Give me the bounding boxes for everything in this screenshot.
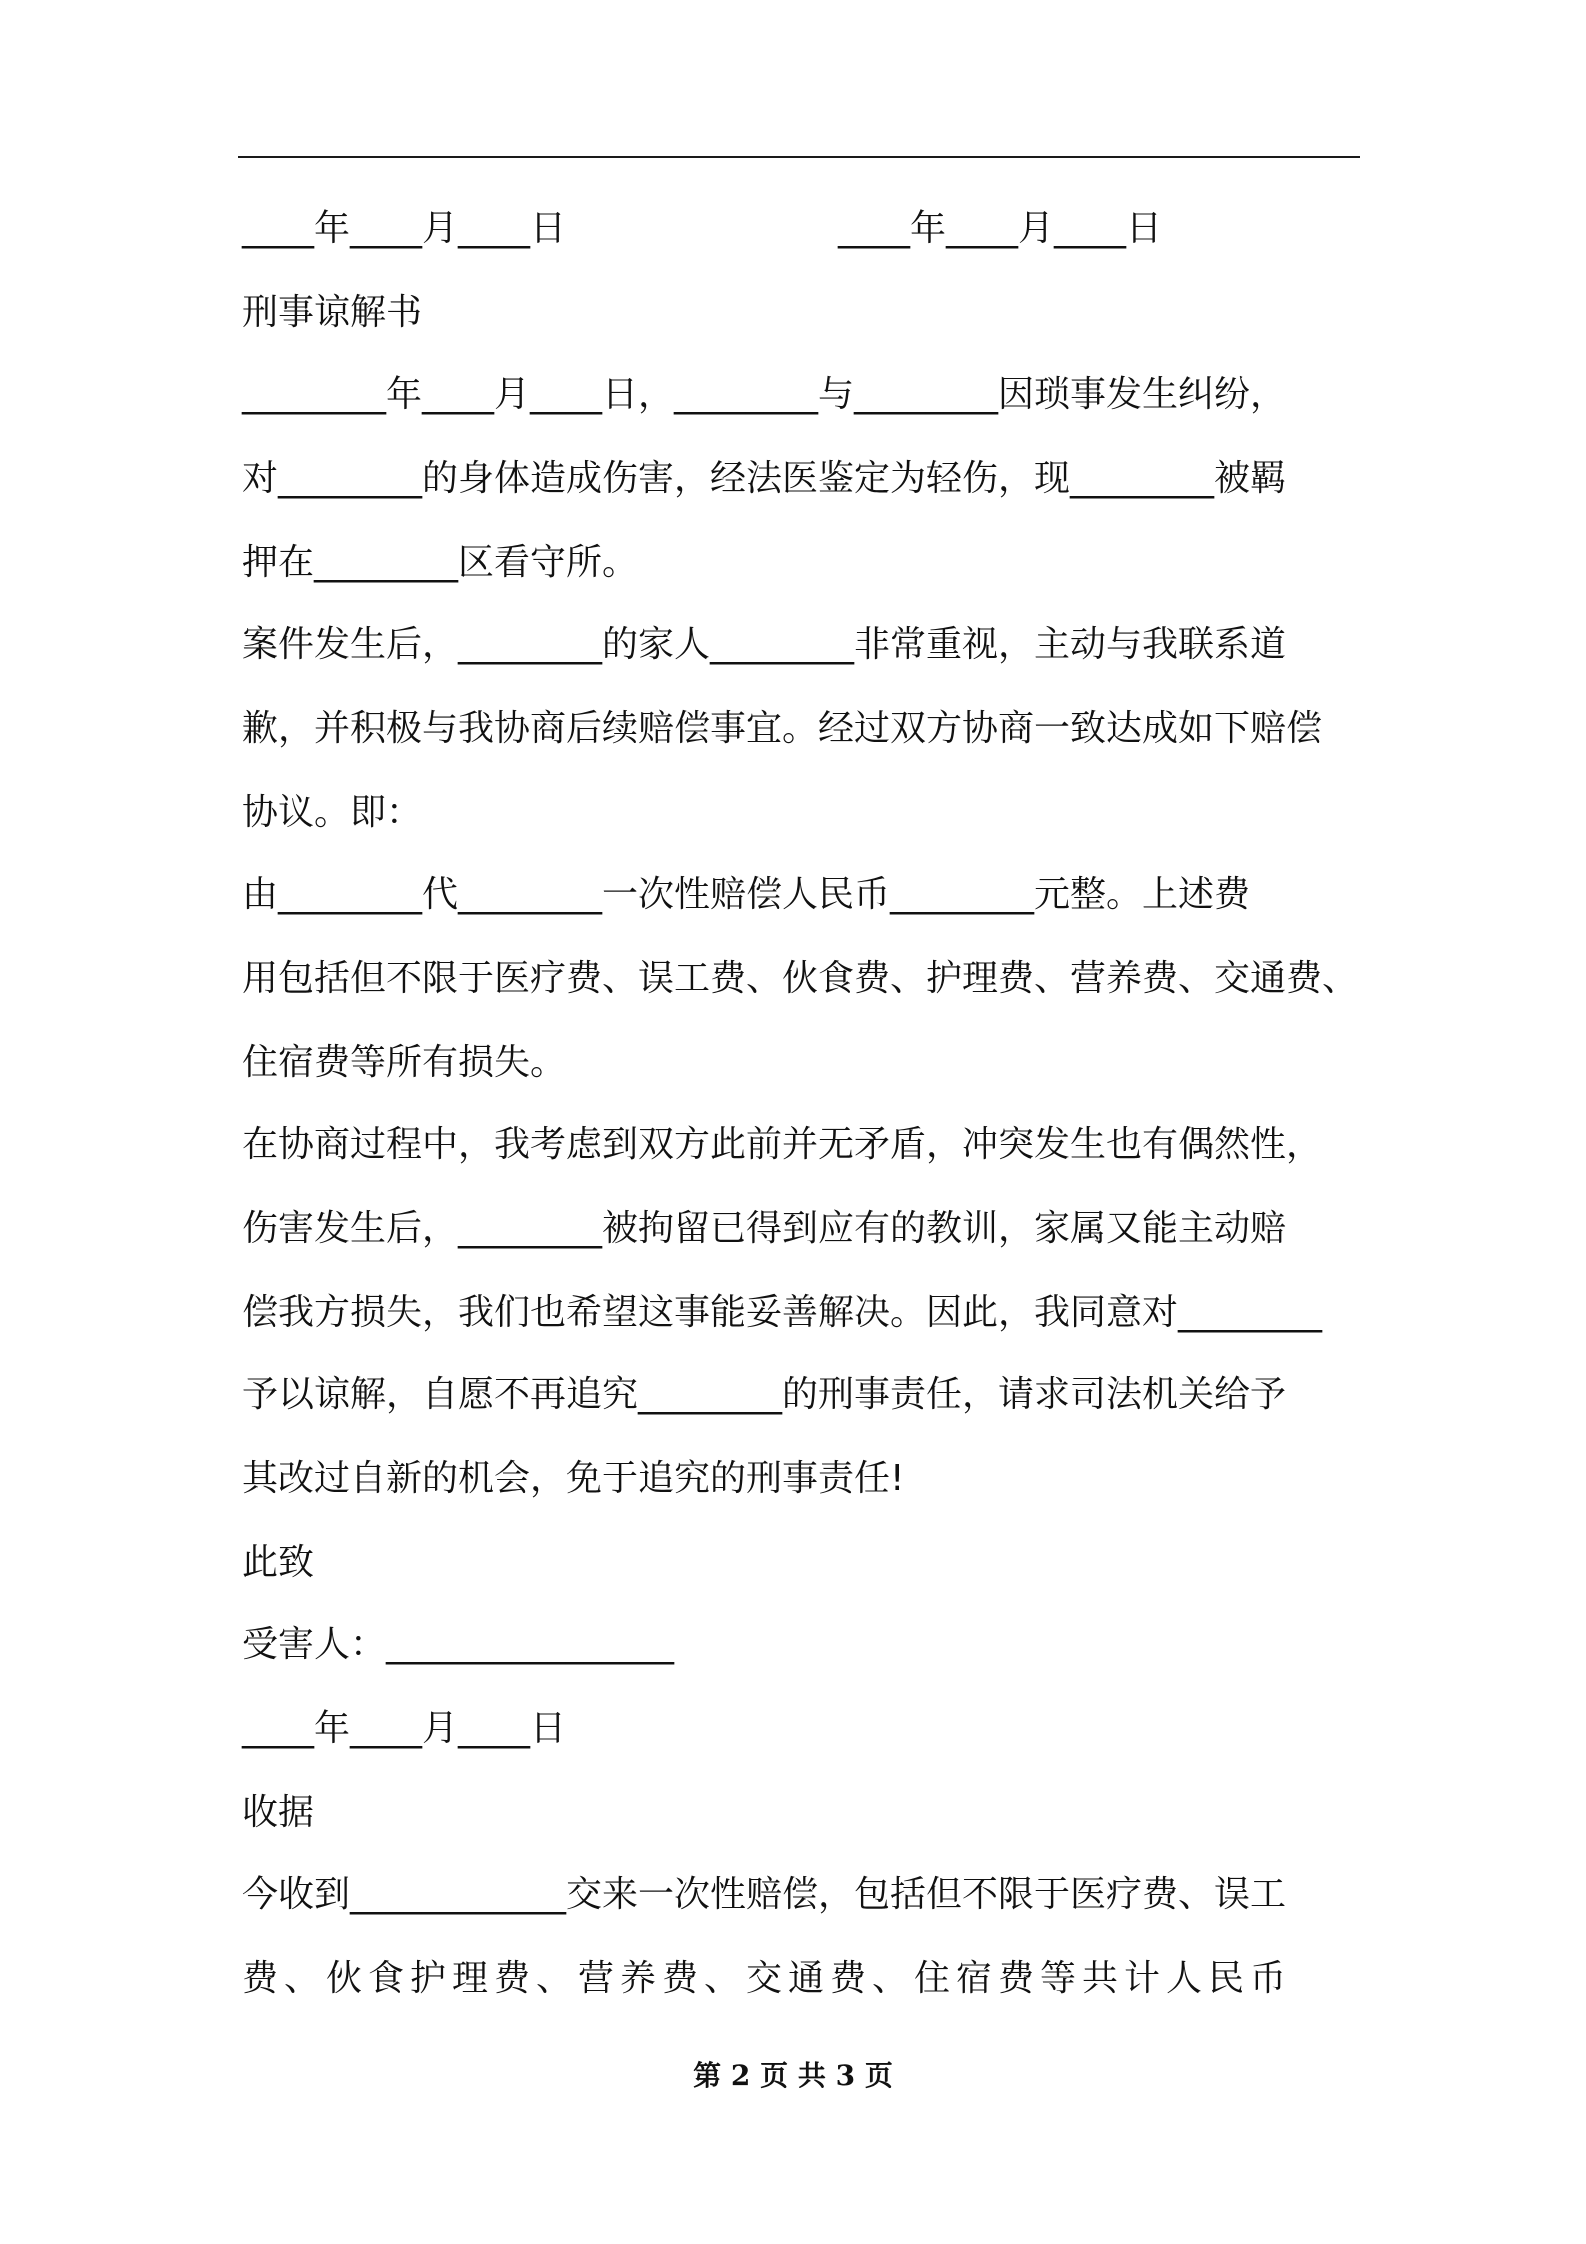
body-line-3: 押在________区看守所。 [242, 542, 639, 583]
body-line-7: 由________代________一次性赔偿人民币________元整。上述费 [242, 874, 1251, 915]
page-number-footer: 第 2 页 共 3 页 [693, 2059, 893, 2092]
body-line-9: 住宿费等所有损失。 [242, 1042, 567, 1083]
receipt-line-1: 今收到____________交来一次性赔偿，包括但不限于医疗费、误工 [242, 1874, 1287, 1915]
body-line-12: 偿我方损失，我们也希望这事能妥善解决。因此，我同意对________ [242, 1292, 1323, 1333]
header-rule [238, 156, 1360, 158]
body-line-14: 其改过自新的机会，免于追究的刑事责任! [242, 1458, 905, 1499]
date-right: ____年____月____日 [838, 208, 1163, 249]
receipt-title: 收据 [242, 1792, 315, 1833]
body-line-13: 予以谅解，自愿不再追究________的刑事责任，请求司法机关给予 [242, 1374, 1287, 1415]
body-line-4: 案件发生后，________的家人________非常重视，主动与我联系道 [242, 624, 1287, 665]
body-line-2: 对________的身体造成伤害，经法医鉴定为轻伤，现________被羁 [242, 458, 1287, 499]
body-line-5: 歉，并积极与我协商后续赔偿事宜。经过双方协商一致达成如下赔偿 [242, 708, 1323, 749]
body-line-8: 用包括但不限于医疗费、误工费、伙食费、护理费、营养费、交通费、 [242, 958, 1359, 999]
body-line-11: 伤害发生后，________被拘留已得到应有的教训，家属又能主动赔 [242, 1208, 1287, 1249]
body-line-10: 在协商过程中，我考虑到双方此前并无矛盾，冲突发生也有偶然性， [242, 1124, 1323, 1165]
body-line-1: ________年____月____日，________与________因琐事发生纠纷， [242, 374, 1287, 415]
signature-date-line: ____年____月____日 [242, 1708, 567, 1749]
victim-signature-line: 受害人：________________ [242, 1624, 675, 1665]
salutation-line: 此致 [242, 1542, 315, 1583]
date-left: ____年____月____日 [242, 208, 567, 249]
document-title: 刑事谅解书 [242, 292, 423, 333]
receipt-line-2: 费、伙食护理费、营养费、交通费、住宿费等共计人民币 [242, 1958, 1293, 1999]
body-line-6: 协议。即： [242, 792, 423, 833]
